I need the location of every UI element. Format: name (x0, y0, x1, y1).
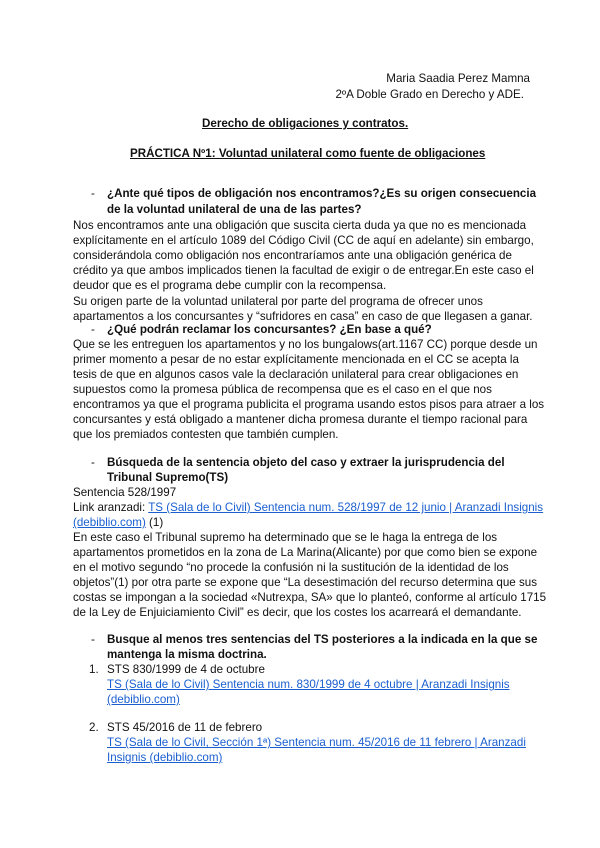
q2-answer-line: primer momento a pesar de no estar explícitamente mencionada en el CC se acepta la (73, 353, 519, 366)
author-course: 2ºA Doble Grado en Derecho y ADE. (335, 88, 524, 101)
q1-answer-line: Su origen parte de la voluntad unilateral por parte del programa de ofrecer unos (73, 295, 483, 308)
q3-sentence-id: Sentencia 528/1997 (73, 486, 177, 499)
q3-sentence-link[interactable]: TS (Sala de lo Civil) Sentencia num. 528/1997 de 12 junio | Aranzadi Insignis (148, 501, 544, 514)
q3-link-line-2 (73, 515, 163, 530)
q2-answer-line: que los premiados contesten que también cumplen. (73, 428, 339, 441)
q1-answer-line: explícitamente en el artículo 1089 del Código Civil (CC de aquí en adelante) sin embargo, (73, 234, 534, 247)
q2-answer-line: encontramos ya que el programa publicita el programa usando estos pisos para atraer a los (73, 398, 545, 411)
q2-question: ¿Qué podrán reclamar los concursantes? ¿En base a qué? (107, 323, 432, 336)
practice-title: PRÁCTICA Nº1: Voluntad unilateral como fuente de obligaciones (130, 147, 486, 160)
q1-answer-line: deudor que es el programa debe cumplir con la recompensa. (73, 279, 387, 292)
q3-question-line-2: Tribunal Supremo(TS) (107, 471, 229, 484)
q3-answer-line: en el motivo segundo “no procede la confusión ni la sustitución de la identidad de los (73, 561, 509, 574)
q2-answer-line: tesis de que en algunos casos vale la declaración unilateral para crear obligaciones en (73, 368, 519, 381)
q2-bullet: - (91, 323, 95, 336)
q1-answer-line: considerándola como obligación nos encontraríamos ante una obligación genérica de (73, 249, 512, 262)
q1-answer-line: apartamentos a los concursantes y “sufridores en casa” en caso de que llegasen a ganar. (73, 310, 533, 323)
q3-bullet: - (91, 456, 95, 469)
q3-question-line-1: Búsqueda de la sentencia objeto del caso y extraer la jurisprudencia del (107, 456, 505, 469)
q3-answer-line: objetos”(1) por otra parte se expone que “La desestimación del recurso determina que sus (73, 576, 538, 589)
q2-answer-line: concursantes y está obligado a mantener dicha promesa durante el tiempo racional para (73, 413, 528, 426)
q4-item-title: STS 830/1999 de 4 de octubre (107, 663, 265, 676)
q1-answer-line: Nos encontramos ante una obligación que suscita cierta duda ya que no es mencionada (73, 219, 527, 232)
q4-item-link-continued[interactable]: Insignis (debiblio.com) (107, 751, 223, 764)
q4-item-number: 2. (89, 721, 99, 734)
q1-question-line-1: ¿Ante qué tipos de obligación nos encontramos?¿Es su origen consecuencia (107, 187, 537, 200)
q4-item-link[interactable]: TS (Sala de lo Civil) Sentencia num. 830/1999 de 4 octubre | Aranzadi Insignis (107, 678, 510, 691)
q2-answer-line: supuestos como la promesa pública de recompensa que es el caso en el que nos (73, 383, 492, 396)
subject-heading: Derecho de obligaciones y contratos. (202, 117, 409, 130)
q4-item-title: STS 45/2016 de 11 de febrero (107, 721, 263, 734)
q3-link-label: Link aranzadi: (73, 501, 149, 514)
q3-answer-line: apartamentos prometidos en la zona de La Marina(Alicante) por que como bien se expone (73, 546, 538, 559)
q4-bullet: - (91, 633, 95, 646)
q1-answer-line: crédito ya que ambos implicados tienen la facultad de exigir o de entregar.En este caso el (73, 264, 534, 277)
q4-item-link[interactable]: TS (Sala de lo Civil, Sección 1ª) Sentencia num. 45/2016 de 11 febrero | Aranzadi (107, 736, 526, 749)
q1-question-line-2: de la voluntad unilateral de una de las partes? (107, 203, 362, 216)
q1-bullet: - (91, 187, 95, 200)
q4-question-line-1: Busque al menos tres sentencias del TS posteriores a la indicada en la que se (107, 633, 538, 646)
q3-sentence-link-continued[interactable]: (debiblio.com) (73, 516, 146, 529)
q4-item-link-continued[interactable]: (debiblio.com) (107, 693, 180, 706)
q3-answer-line: de la Ley de Enjuiciamiento Civil” es decir, que los costes los acarreará el demandante. (73, 606, 522, 619)
q4-question-line-2: mantenga la misma doctrina. (107, 648, 267, 661)
q3-link-ref: (1) (145, 516, 164, 529)
author-name: Maria Saadia Perez Mamna (386, 72, 530, 85)
q3-answer-line: costas se impongan a la sociedad «Nutrexpa, SA» que lo planteó, conforme al artículo 1715 (73, 591, 547, 604)
q4-item-number: 1. (89, 663, 99, 676)
q3-link-line (73, 500, 543, 515)
q2-answer-line: Que se les entreguen los apartamentos y no los bungalows(art.1167 CC) porque desde un (73, 338, 538, 351)
q3-answer-line: En este caso el Tribunal supremo ha determinado que se le haga la entrega de los (73, 531, 498, 544)
